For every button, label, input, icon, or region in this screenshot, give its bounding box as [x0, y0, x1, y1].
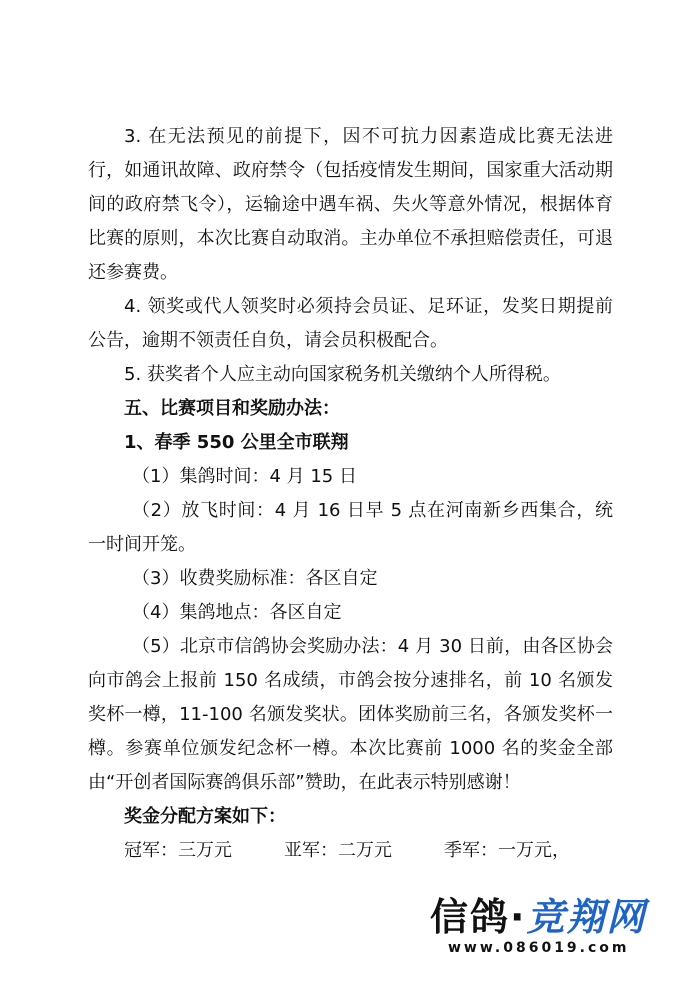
item-release-time: （2）放飞时间：4 月 16 日早 5 点在河南新乡西集合，统一时间开笼。: [88, 500, 613, 555]
paragraph-award-collection: 4. 领奖或代人领奖时必须持会员证、足环证，发奖日期提前公告，逾期不领责任自负，请会员积极配合。: [88, 296, 613, 351]
prize-distribution-row: [88, 834, 613, 868]
item-reward-method: （5）北京市信鸽协会奖励办法：4 月 30 日前，由各区协会向市鸽会上报前 150 名成绩，市鸽会按分速排名，前 10 名颁发奖杯一樽，11-100 名颁发奖状。团体奖励前三名，各颁发奖杯一樽。参赛单位颁发纪念杯一樽。本次比赛前 1000 名的奖金全部由“开创者国际赛鸽俱乐部”赞助，在此表示特别感谢！: [88, 636, 613, 793]
watermark-name-part2: 竞翔网: [526, 895, 647, 939]
prize-third: 季军：一万元，: [444, 840, 570, 861]
item-collection-time: （1）集鸽时间：4 月 15 日: [132, 466, 357, 487]
prize-first: 冠军：三万元: [124, 840, 232, 861]
watermark-name-part1: 信鸽·: [430, 895, 527, 939]
document-body: [88, 120, 613, 868]
item-collection-location: （4）集鸽地点：各区自定: [132, 602, 342, 623]
prize-second: 亚军：二万元: [284, 840, 392, 861]
watermark-logo-text: [430, 895, 660, 939]
paragraph-tax: 5. 获奖者个人应主动向国家税务机关缴纳个人所得税。: [124, 364, 561, 385]
subheading-spring-race: 1、春季 550 公里全市联翔: [124, 432, 349, 453]
watermark-url: www.086019.com: [448, 940, 630, 956]
item-fee-standard: （3）收费奖励标准：各区自定: [132, 568, 378, 589]
paragraph-force-majeure: 3. 在无法预见的前提下，因不可抗力因素造成比赛无法进行，如通讯故障、政府禁令（包括疫情发生期间，国家重大活动期间的政府禁飞令），运输途中遇车祸、失火等意外情况，根据体育比赛的原则，本次比赛自动取消。主办单位不承担赔偿责任，可退还参赛费。: [88, 126, 613, 283]
prize-plan-heading: 奖金分配方案如下：: [124, 806, 286, 827]
section-heading-events: 五、比赛项目和奖励办法：: [124, 398, 340, 419]
site-watermark: [430, 895, 660, 965]
